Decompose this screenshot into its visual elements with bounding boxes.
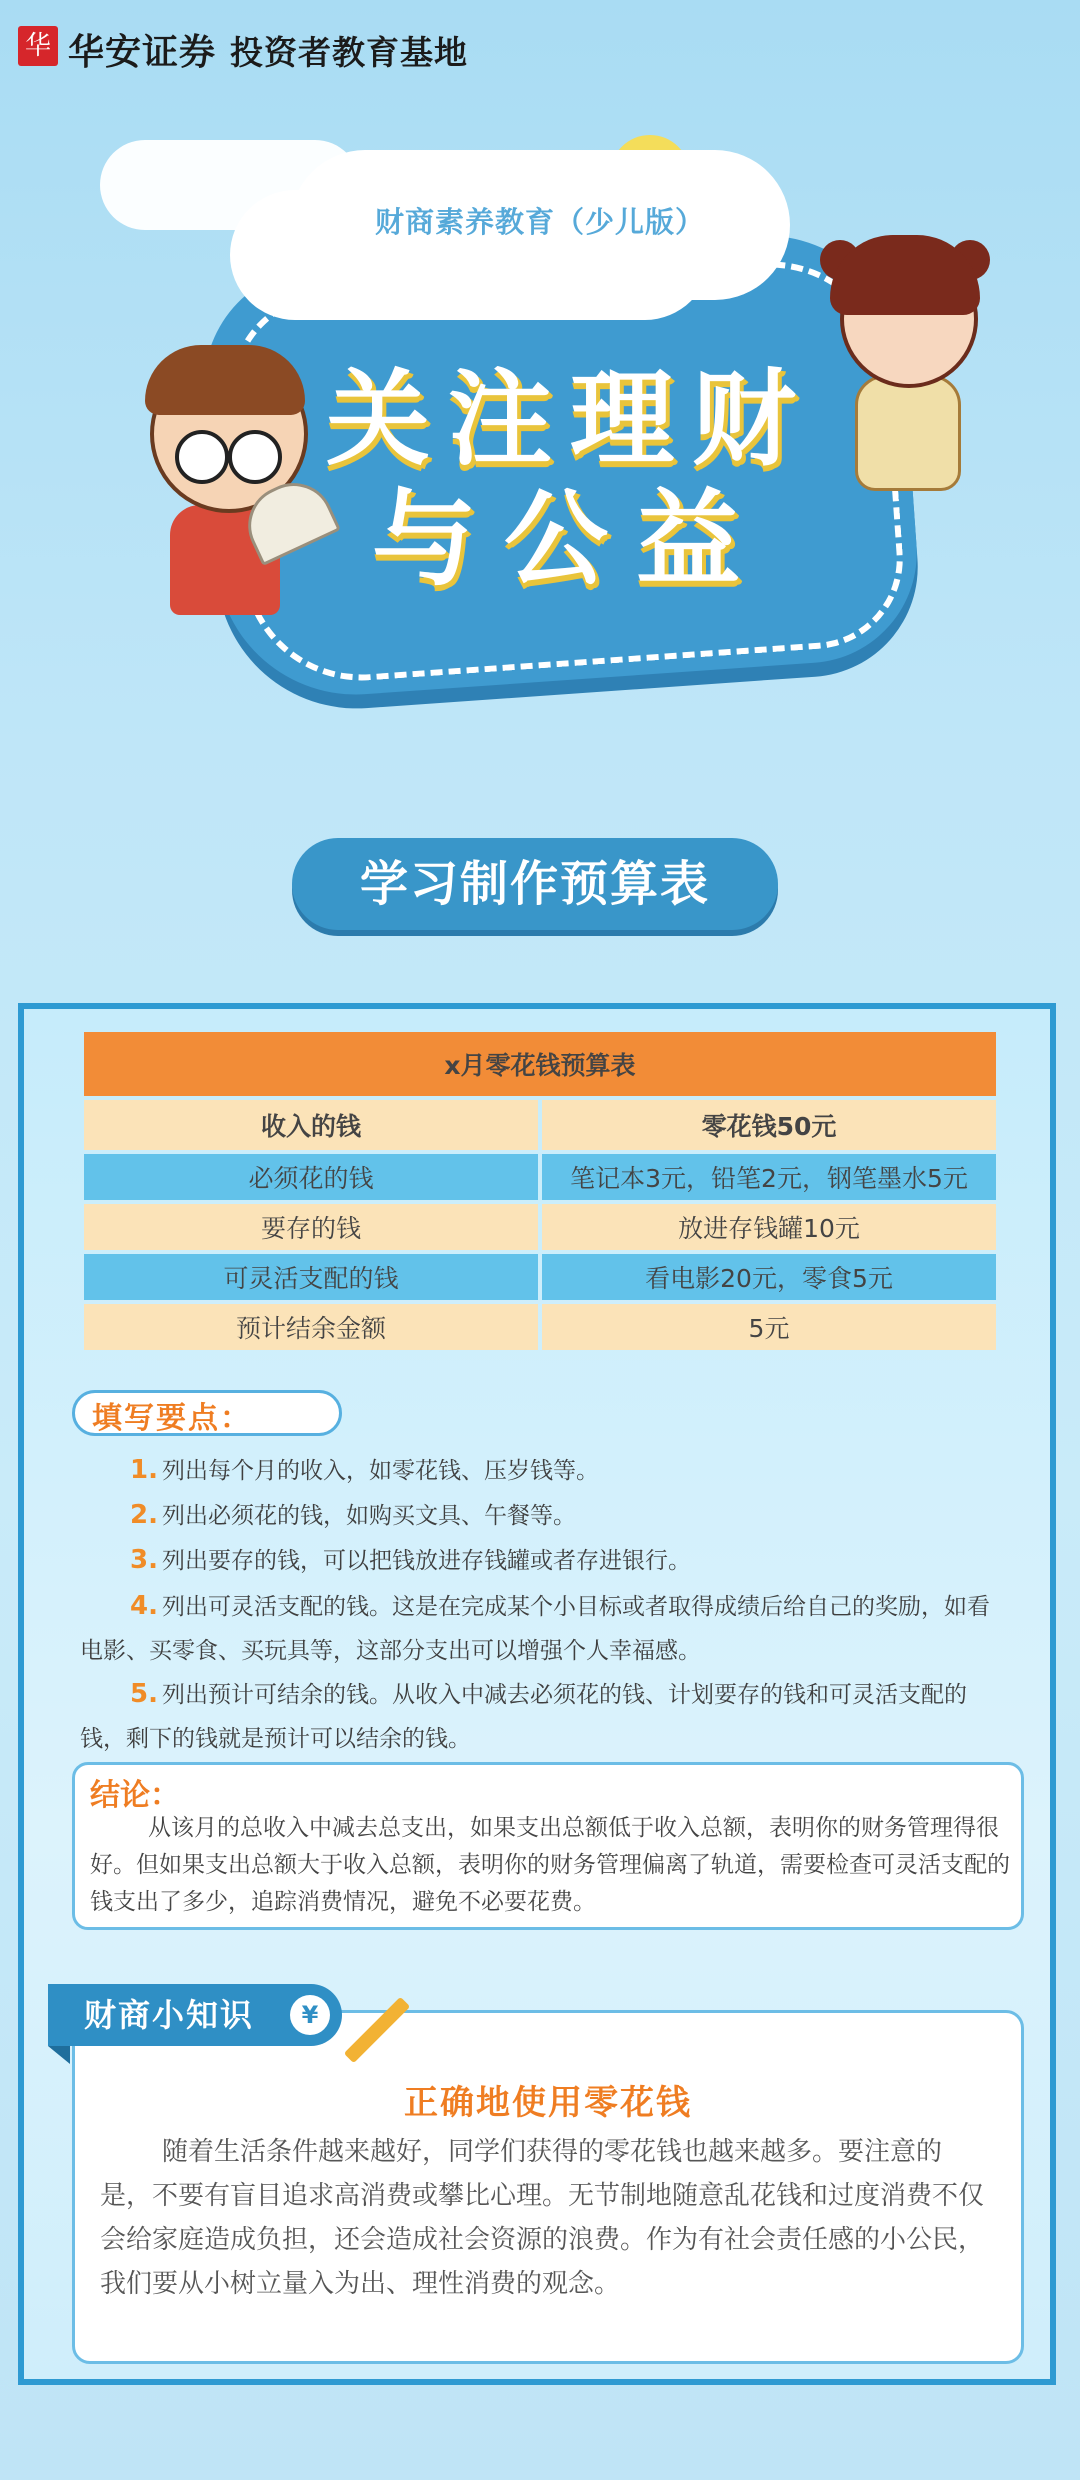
knowledge-heading: 正确地使用零花钱 xyxy=(404,2083,692,2123)
tip-number: 5. xyxy=(130,1679,158,1709)
knowledge-tab-fold xyxy=(48,2046,70,2064)
budget-row-label: 必须花的钱 xyxy=(84,1154,538,1200)
budget-row-value: 放进存钱罐10元 xyxy=(542,1204,996,1250)
tip-text: 列出预计可结余的钱。从收入中减去必须花的钱、计划要存的钱和可灵活支配的钱，剩下的钱就是预计可以结余的钱。 xyxy=(80,1682,967,1752)
budget-row-value: 笔记本3元，铅笔2元，钢笔墨水5元 xyxy=(542,1154,996,1200)
table-row xyxy=(84,1204,996,1250)
girl-character-body xyxy=(855,375,961,491)
tip-item xyxy=(80,1672,1010,1761)
boy-glasses-right xyxy=(228,430,282,484)
knowledge-tab-label: 财商小知识 xyxy=(84,1996,255,2034)
budget-header-income: 收入的钱 xyxy=(84,1100,538,1150)
banner-title-line1: 关注理财 xyxy=(325,358,814,480)
conclusion-text: 从该月的总收入中减去总支出，如果支出总额低于收入总额，表明你的财务管理得很好。但如果支出总额大于收入总额，表明你的财务管理偏离了轨道，需要检查可灵活支配的钱支出了多少，追踪消费情况，避免不必要花费。 xyxy=(90,1815,1010,1915)
section-title: 学习制作预算表 xyxy=(359,856,710,912)
budget-table xyxy=(80,1028,1000,1354)
tips-label: 填写要点： xyxy=(92,1401,252,1436)
tip-item xyxy=(80,1584,1010,1673)
tip-number: 2. xyxy=(130,1500,158,1530)
tip-text: 列出每个月的收入，如零花钱、压岁钱等。 xyxy=(161,1458,599,1484)
conclusion-label: 结论： xyxy=(90,1778,180,1813)
budget-row-label: 可灵活支配的钱 xyxy=(84,1254,538,1300)
table-row xyxy=(84,1254,996,1300)
budget-header-amount: 零花钱50元 xyxy=(542,1100,996,1150)
tip-number: 4. xyxy=(130,1591,158,1621)
money-bag-icon: ¥ xyxy=(290,1995,330,2035)
table-row xyxy=(84,1304,996,1350)
budget-row-value: 看电影20元，零食5元 xyxy=(542,1254,996,1300)
brand-subtitle: 投资者教育基地 xyxy=(230,33,469,72)
budget-row-value: 5元 xyxy=(542,1304,996,1350)
budget-row-label: 预计结余金额 xyxy=(84,1304,538,1350)
banner-title-line2: 与公益 xyxy=(371,478,768,600)
banner-tagline: 财商素养教育（少儿版） xyxy=(374,205,705,239)
tip-item xyxy=(130,1538,1010,1583)
tip-text: 列出必须花的钱，如购买文具、午餐等。 xyxy=(161,1503,576,1529)
tip-item xyxy=(130,1448,1010,1493)
knowledge-text: 随着生活条件越来越好，同学们获得的零花钱也越来越多。要注意的是，不要有盲目追求高消费或攀比心理。无节制地随意乱花钱和过度消费不仅会给家庭造成负担，还会造成社会资源的浪费。作为有社会责任感的小公民，我们要从小树立量入为出、理性消费的观念。 xyxy=(100,2137,985,2299)
brand-header xyxy=(68,24,468,75)
tip-item xyxy=(130,1493,1010,1538)
tip-number: 3. xyxy=(130,1545,158,1575)
brand-name: 华安证券 xyxy=(68,31,217,73)
tip-text: 列出要存的钱，可以把钱放进存钱罐或者存进银行。 xyxy=(161,1548,691,1574)
budget-row-label: 要存的钱 xyxy=(84,1204,538,1250)
budget-table-title: x月零花钱预算表 xyxy=(84,1032,996,1096)
table-row xyxy=(84,1154,996,1200)
boy-character-hair xyxy=(145,345,305,415)
tip-text: 列出可灵活支配的钱。这是在完成某个小目标或者取得成绩后给自己的奖励，如看电影、买零食、买玩具等，这部分支出可以增强个人幸福感。 xyxy=(80,1594,990,1664)
brand-logo-icon: 华 xyxy=(18,26,58,66)
boy-glasses-left xyxy=(175,430,229,484)
tip-number: 1. xyxy=(130,1455,158,1485)
